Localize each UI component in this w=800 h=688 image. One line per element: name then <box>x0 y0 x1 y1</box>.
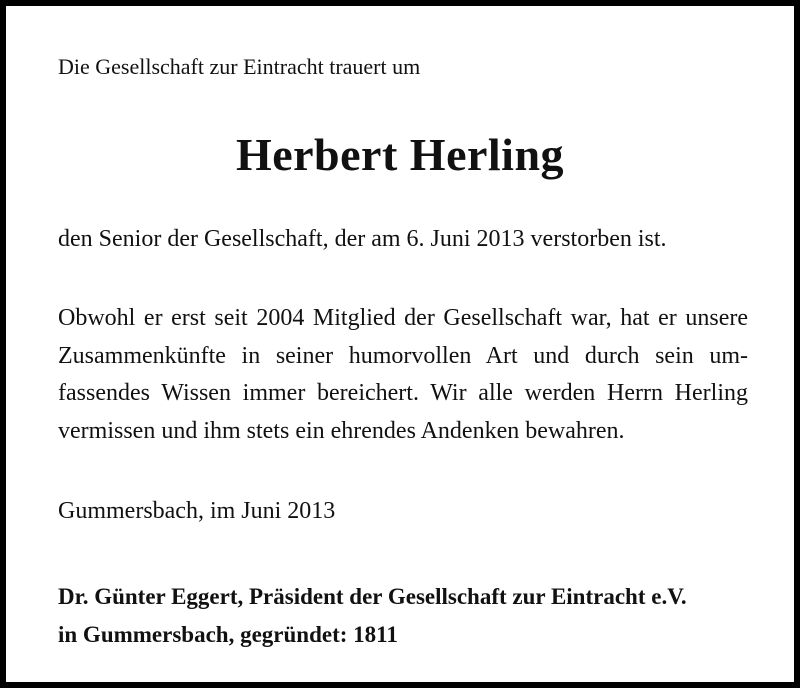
paragraph-line: vermissen und ihm stets ein ehrendes Andenken bewahren. <box>58 417 625 444</box>
paragraph-line: fassendes Wissen immer bereichert. Wir alle werden Herrn Herling <box>58 380 748 406</box>
signature-block <box>58 578 687 654</box>
deceased-name: Herbert Herling <box>235 129 565 180</box>
intro-line: Die Gesellschaft zur Eintracht trauert um <box>58 54 421 79</box>
subtitle-line: den Senior der Gesellschaft, der am 6. Juni 2013 verstorben ist. <box>58 226 667 252</box>
paragraph-line: Obwohl er erst seit 2004 Mitglied der Gesellschaft war, hat er unsere <box>58 305 748 331</box>
tribute-paragraph <box>58 300 748 450</box>
place-date: Gummersbach, im Juni 2013 <box>58 498 336 524</box>
signature-line: in Gummersbach, gegründet: 1811 <box>58 622 398 647</box>
signature-line: Dr. Günter Eggert, Präsident der Gesellschaft zur Eintracht e.V. <box>58 584 687 609</box>
paragraph-line: Zusammenkünfte in seiner humorvollen Art und durch sein um- <box>58 342 748 369</box>
